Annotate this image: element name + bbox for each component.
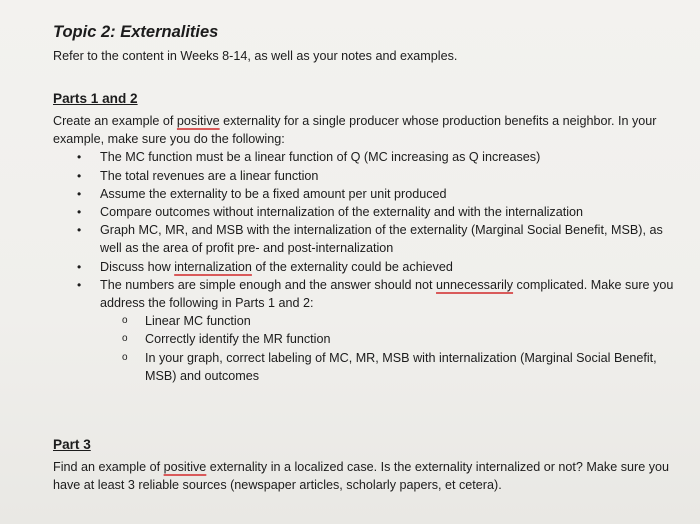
part-3-section — [53, 436, 683, 494]
bullet-dot-icon: • — [77, 168, 82, 183]
sub-list-item — [100, 330, 683, 348]
bullet-6-pre: Discuss how — [100, 259, 175, 274]
bullet-text: The total revenues are a linear function — [100, 168, 319, 183]
bullet-6-post: of the externality could be achieved — [251, 259, 453, 274]
requirements-list — [53, 148, 683, 385]
topic-title: Topic 2: Externalities — [53, 23, 219, 41]
sub-item-text: Linear MC function — [145, 314, 251, 329]
part-3-heading: Part 3 — [53, 437, 91, 452]
bullet-dot-icon: • — [77, 223, 82, 238]
document — [53, 22, 683, 385]
list-item — [53, 148, 683, 166]
intro-highlight: positive — [176, 114, 220, 128]
sub-item-text: Correctly identify the MR function — [145, 332, 331, 347]
intro-text-post: externality for a single producer whose production benefits a neighbor. In your example, make sure you do the following: — [53, 114, 657, 147]
bullet-text: Compare outcomes without internalization of the externality and with the internalization — [100, 205, 584, 220]
bullet-text: Graph MC, MR, and MSB with the internalization of the externality (Marginal Social Benefit, MSB), as well as the area of profit pre- and post-internalization — [100, 223, 663, 256]
parts-1-2-section — [53, 90, 683, 385]
parts-1-2-heading: Parts 1 and 2 — [53, 91, 138, 106]
hollow-circle-icon: o — [122, 315, 128, 327]
parts-1-2-intro — [53, 112, 683, 148]
list-item — [53, 167, 683, 185]
sub-list-item — [100, 312, 683, 330]
list-item — [53, 258, 683, 276]
bullet-7-highlight: unnecessarily — [436, 277, 514, 292]
hollow-circle-icon: o — [122, 333, 128, 345]
sub-list-item — [100, 349, 683, 385]
hollow-circle-icon: o — [122, 351, 128, 363]
bullet-text: Assume the externality to be a fixed amount per unit produced — [100, 186, 447, 201]
bullet-text: The MC function must be a linear function of Q (MC increasing as Q increases) — [100, 150, 541, 165]
intro-text-pre: Create an example of — [53, 114, 177, 128]
sub-requirements-list — [100, 312, 683, 385]
list-item — [53, 221, 683, 257]
list-item — [53, 276, 683, 385]
topic-subtitle: Refer to the content in Weeks 8-14, as well as your notes and examples. — [53, 49, 458, 63]
bullet-dot-icon: • — [77, 186, 82, 201]
part-3-text — [53, 458, 683, 494]
part-3-highlight: positive — [163, 460, 207, 474]
sub-item-text: In your graph, correct labeling of MC, MR, MSB with internalization (Marginal Social Benefit, MSB) and outcomes — [145, 350, 657, 383]
part-3-text-pre: Find an example of — [53, 460, 164, 474]
bullet-dot-icon: • — [77, 259, 82, 274]
list-item — [53, 203, 683, 221]
bullet-7-post: complicated. Make sure you address the following in Parts 1 and 2: — [100, 277, 674, 311]
part-3-text-post: externality in a localized case. Is the externality internalized or not? Make sure you have at least 3 reliable sources (newspaper articles, scholarly papers, et cetera). — [53, 460, 670, 493]
bullet-dot-icon: • — [77, 150, 82, 165]
bullet-dot-icon: • — [77, 277, 82, 292]
bullet-7-pre: The numbers are simple enough and the answer should not — [100, 277, 437, 292]
bullet-dot-icon: • — [77, 205, 82, 220]
bullet-6-highlight: internalization — [174, 259, 252, 274]
list-item — [53, 185, 683, 203]
